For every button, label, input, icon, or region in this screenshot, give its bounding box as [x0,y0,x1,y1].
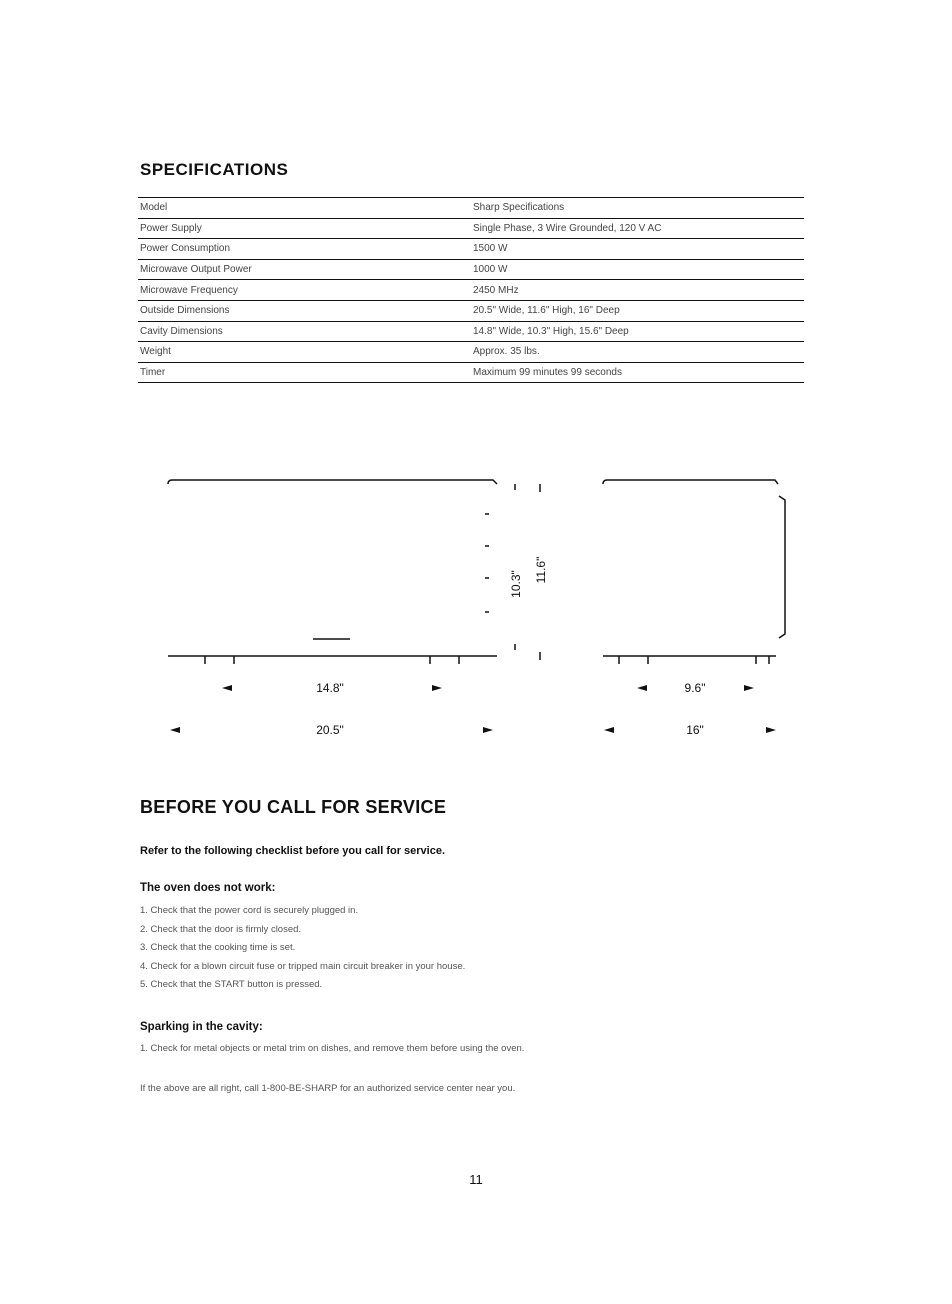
spec-value: 1000 W [473,264,508,276]
spec-row [138,198,804,218]
spec-label: Power Supply [140,222,202,234]
spec-label: Microwave Output Power [140,264,252,276]
service-intro: Refer to the following checklist before you call for service. [140,845,446,857]
list-item: 3. Check that the cooking time is set. [140,942,296,953]
front-view-outline [168,480,497,484]
outside-depth-label: 16" [686,723,704,737]
service-footer-note: If the above are all right, call 1-800-BE-SHARP for an authorized service center near you. [140,1083,516,1094]
spec-value: 20.5" Wide, 11.6" High, 16" Deep [473,305,620,317]
cavity-depth-label: 9.6" [684,681,706,695]
spec-value: 1500 W [473,243,508,255]
spec-row [138,279,804,300]
spec-label: Power Consumption [140,243,231,255]
spec-row [138,259,804,280]
spec-row [138,362,804,383]
spec-value: Maximum 99 minutes 99 seconds [473,367,622,379]
outside-height-label: 11.6" [534,556,548,584]
spec-label: Weight [140,346,171,358]
list-item: 5. Check that the START button is pressed. [140,979,323,990]
side-view-outline [603,480,778,484]
specifications-title: SPECIFICATIONS [140,160,289,179]
spec-value: 2450 MHz [473,284,519,296]
page-number: 11 [469,1172,483,1187]
dimension-diagram [0,460,952,760]
sparking-heading: Sparking in the cavity: [140,1021,263,1033]
spec-label: Timer [140,367,166,379]
oven-not-work-checklist [140,902,465,995]
spec-label: Microwave Frequency [140,284,238,296]
spec-label: Outside Dimensions [140,305,230,317]
spec-value: Sharp Specifications [473,202,565,214]
list-item: 1. Check that the power cord is securely plugged in. [140,905,359,916]
spec-value: 14.8" Wide, 10.3" High, 15.6" Deep [473,325,629,337]
spec-label: Model [140,202,168,214]
spec-row [138,300,804,321]
cavity-height-label: 10.3" [509,570,523,598]
oven-not-work-heading: The oven does not work: [140,882,276,894]
spec-row [138,238,804,259]
spec-value: Single Phase, 3 Wire Grounded, 120 V AC [473,222,662,234]
spec-label: Cavity Dimensions [140,325,223,337]
spec-row [138,218,804,239]
list-item: 2. Check that the door is firmly closed. [140,923,302,935]
list-item: 4. Check for a blown circuit fuse or tripped main circuit breaker in your house. [140,960,466,972]
spec-row [138,341,804,362]
cavity-width-label: 14.8" [316,681,344,695]
service-title: BEFORE YOU CALL FOR SERVICE [140,797,447,817]
spec-value: Approx. 35 lbs. [473,346,540,358]
sparking-item: 1. Check for metal objects or metal trim on dishes, and remove them before using the oven. [140,1043,525,1054]
specifications-table [138,197,804,383]
outside-width-label: 20.5" [316,723,344,737]
spec-row [138,321,804,342]
